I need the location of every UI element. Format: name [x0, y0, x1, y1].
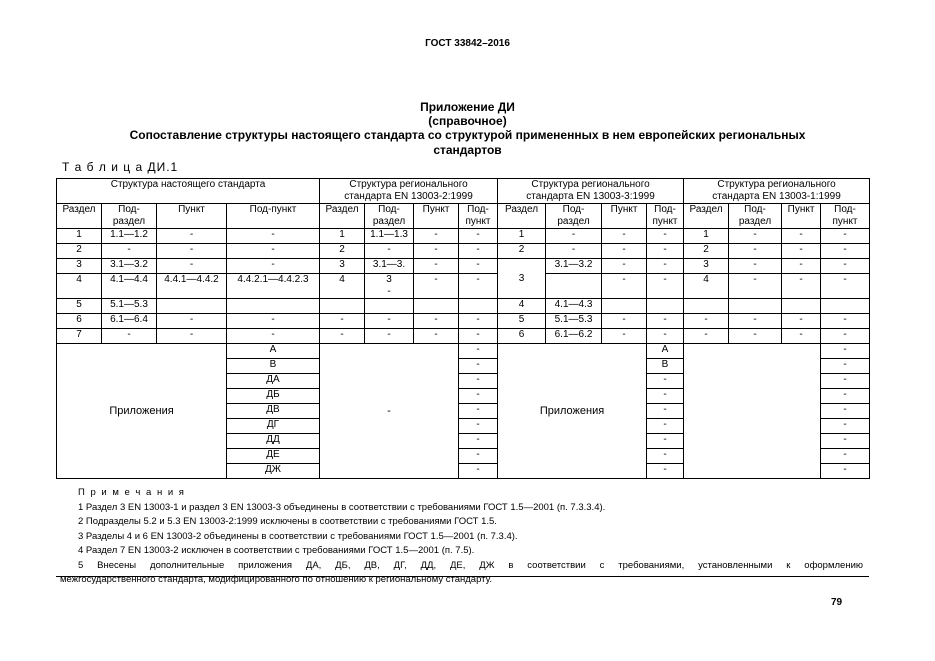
- table-cell: 2: [57, 244, 102, 259]
- appendix-letter: А: [227, 344, 320, 359]
- table-cell: -: [227, 259, 320, 274]
- title-line-2: стандартов: [433, 143, 502, 157]
- column-header: Раздел: [320, 204, 365, 229]
- appendix-empty: [684, 344, 821, 479]
- appendix-label-right: Приложения: [498, 344, 647, 479]
- table-cell: -: [821, 389, 870, 404]
- table-cell: -: [647, 274, 684, 299]
- note-3: 3 Разделы 4 и 6 EN 13003-2 объединены в соответствии с требованиями ГОСТ 1.5—2001 (п. 7.3.4).: [78, 530, 518, 542]
- table-cell: -: [729, 229, 782, 244]
- table-row: [57, 314, 870, 329]
- group-header-row: [57, 179, 870, 204]
- table-row: [57, 329, 870, 344]
- table-cell: -: [684, 314, 729, 329]
- table-cell: 5: [498, 314, 546, 329]
- table-cell: [459, 299, 498, 314]
- table-cell: 4.4.1—4.4.2: [157, 274, 227, 299]
- table-cell: -: [602, 329, 647, 344]
- appendix-title: Приложение ДИ: [420, 100, 515, 114]
- table-cell: -: [157, 329, 227, 344]
- table-cell: 5.1—5.3: [102, 299, 157, 314]
- table-cell: -: [414, 314, 459, 329]
- table-cell: 2: [320, 244, 365, 259]
- table-cell: -: [459, 374, 498, 389]
- notes-heading: П р и м е ч а н и я: [78, 487, 186, 498]
- comparison-table: [56, 178, 870, 479]
- note-4: 4 Раздел 7 EN 13003-2 исключен в соответствии с требованиями ГОСТ 1.5—2001 (п. 7.5).: [78, 545, 475, 556]
- table-cell: -: [102, 329, 157, 344]
- note-5-line-2: межгосударственного стандарта, модифицированного по отношению к региональному стандарту.: [60, 574, 493, 585]
- table-cell: -: [157, 244, 227, 259]
- table-cell: -: [459, 329, 498, 344]
- table-cell: -: [684, 329, 729, 344]
- table-cell: 2: [684, 244, 729, 259]
- table-cell: 4: [684, 274, 729, 299]
- appendix-dash-mid: -: [320, 344, 459, 479]
- group-header: Структура регионального стандарта EN 13003-1:1999: [684, 179, 870, 204]
- column-header: Пункт: [782, 204, 821, 229]
- table-caption: Т а б л и ц а ДИ.1: [62, 160, 179, 174]
- table-row: [57, 229, 870, 244]
- table-cell: 1: [684, 229, 729, 244]
- appendix-letter: ДЕ: [227, 449, 320, 464]
- appendix-letter: ДД: [227, 434, 320, 449]
- table-cell: 3.1—3.2: [546, 259, 602, 274]
- appendix-letter: ДБ: [227, 389, 320, 404]
- table-cell: -: [546, 244, 602, 259]
- table-cell: -: [729, 244, 782, 259]
- table-cell: -: [821, 344, 870, 359]
- table-cell: 3: [498, 259, 546, 299]
- column-header: Под- раздел: [365, 204, 414, 229]
- table-cell: -: [782, 329, 821, 344]
- table-cell: 4: [320, 274, 365, 299]
- column-header: Пункт: [157, 204, 227, 229]
- table-cell: -: [459, 464, 498, 479]
- table-cell: В: [647, 359, 684, 374]
- table-cell: -: [821, 244, 870, 259]
- table-cell: 3.1—3.2: [102, 259, 157, 274]
- table-cell: -: [459, 434, 498, 449]
- table-cell: -: [821, 419, 870, 434]
- table-cell: 1: [57, 229, 102, 244]
- table-cell: -: [227, 229, 320, 244]
- table-cell: 4.1—4.4: [102, 274, 157, 299]
- table-cell: -: [821, 359, 870, 374]
- table-row: [57, 244, 870, 259]
- table-cell: 5: [57, 299, 102, 314]
- table-cell: 7: [57, 329, 102, 344]
- table-cell: -: [647, 229, 684, 244]
- table-cell: 1: [498, 229, 546, 244]
- table-cell: -: [821, 229, 870, 244]
- document-header: ГОСТ 33842–2016: [425, 38, 510, 49]
- table-cell: 1: [320, 229, 365, 244]
- table-cell: -: [602, 314, 647, 329]
- appendix-row: [57, 344, 870, 359]
- table-cell: 3 -: [365, 274, 414, 299]
- group-header: Структура регионального стандарта EN 13003-3:1999: [498, 179, 684, 204]
- table-cell: 3: [684, 259, 729, 274]
- column-header: Раздел: [684, 204, 729, 229]
- table-row: [57, 299, 870, 314]
- table-cell: -: [459, 404, 498, 419]
- table-cell: -: [782, 314, 821, 329]
- table-cell: -: [414, 329, 459, 344]
- table-cell: -: [414, 274, 459, 299]
- table-cell: -: [602, 274, 647, 299]
- table-cell: [821, 299, 870, 314]
- table-cell: -: [546, 229, 602, 244]
- table-cell: -: [602, 244, 647, 259]
- column-header: Под- раздел: [729, 204, 782, 229]
- table-cell: -: [729, 259, 782, 274]
- table-cell: -: [459, 359, 498, 374]
- column-header: Под- пункт: [459, 204, 498, 229]
- table-cell: -: [729, 274, 782, 299]
- table-cell: -: [821, 314, 870, 329]
- column-header: Пункт: [414, 204, 459, 229]
- table-cell: -: [821, 374, 870, 389]
- table-cell: -: [414, 229, 459, 244]
- column-header-row: [57, 204, 870, 229]
- table-cell: -: [157, 259, 227, 274]
- table-cell: -: [729, 329, 782, 344]
- table-cell: [647, 299, 684, 314]
- table-cell: [414, 299, 459, 314]
- table-cell: -: [459, 419, 498, 434]
- table-cell: -: [647, 329, 684, 344]
- table-cell: А: [647, 344, 684, 359]
- table-cell: -: [602, 229, 647, 244]
- table-cell: -: [414, 259, 459, 274]
- table-cell: -: [821, 449, 870, 464]
- table-cell: -: [782, 274, 821, 299]
- table-cell: -: [320, 329, 365, 344]
- table-cell: -: [459, 259, 498, 274]
- page-number: 79: [831, 597, 843, 608]
- table-cell: -: [821, 434, 870, 449]
- table-cell: -: [227, 244, 320, 259]
- table-cell: -: [647, 449, 684, 464]
- table-cell: -: [227, 314, 320, 329]
- group-header: Структура регионального стандарта EN 13003-2:1999: [320, 179, 498, 204]
- table-cell: -: [647, 419, 684, 434]
- table-cell: -: [227, 329, 320, 344]
- table-cell: [365, 299, 414, 314]
- table-cell: -: [459, 274, 498, 299]
- note-1: 1 Раздел 3 EN 13003-1 и раздел 3 EN 13003-3 объединены в соответствии с требованиями ГОСТ 1.5—2001 (п. 7.3.3.4).: [78, 501, 606, 513]
- table-cell: 2: [498, 244, 546, 259]
- table-cell: -: [821, 274, 870, 299]
- table-cell: 6.1—6.2: [546, 329, 602, 344]
- table-cell: -: [647, 434, 684, 449]
- table-cell: -: [602, 259, 647, 274]
- table-cell: -: [821, 404, 870, 419]
- table-cell: 6.1—6.4: [102, 314, 157, 329]
- group-header: Структура настоящего стандарта: [57, 179, 320, 204]
- table-cell: 1.1—1.2: [102, 229, 157, 244]
- table-cell: -: [365, 314, 414, 329]
- table-cell: -: [647, 404, 684, 419]
- table-cell: -: [459, 389, 498, 404]
- table-cell: -: [729, 314, 782, 329]
- table-cell: [227, 299, 320, 314]
- title-line-1: Сопоставление структуры настоящего стандарта со структурой примененных в нем европейских региональных: [129, 128, 806, 142]
- table-cell: -: [459, 314, 498, 329]
- table-row: [57, 259, 870, 274]
- note-5-line-1: 5 Внесены дополнительные приложения ДА, ДБ, ДВ, ДГ, ДД, ДЕ, ДЖ в соответствии с требованиями, установленными к оформлению: [78, 559, 863, 571]
- notes-block: [56, 486, 869, 585]
- column-header: Под- раздел: [102, 204, 157, 229]
- table-cell: -: [157, 229, 227, 244]
- table-cell: 3: [57, 259, 102, 274]
- table-cell: -: [365, 244, 414, 259]
- appendix-letter: ДВ: [227, 404, 320, 419]
- column-header: Пункт: [602, 204, 647, 229]
- table-cell: [602, 299, 647, 314]
- appendix-letter: ДГ: [227, 419, 320, 434]
- table-cell: -: [102, 244, 157, 259]
- table-cell: -: [647, 314, 684, 329]
- table-cell: -: [414, 244, 459, 259]
- table-cell: 4.4.2.1—4.4.2.3: [227, 274, 320, 299]
- table-cell: -: [647, 374, 684, 389]
- table-cell: -: [459, 229, 498, 244]
- table-cell: 3.1—3.: [365, 259, 414, 274]
- table-cell: [684, 299, 729, 314]
- appendix-letter: ДЖ: [227, 464, 320, 479]
- appendix-heading: [0, 100, 935, 128]
- table-cell: 1.1—1.3: [365, 229, 414, 244]
- table-cell: [782, 299, 821, 314]
- table-cell: 6: [57, 314, 102, 329]
- table-cell: -: [821, 329, 870, 344]
- table-cell: -: [459, 344, 498, 359]
- table-cell: -: [459, 244, 498, 259]
- table-cell: -: [647, 464, 684, 479]
- table-cell: -: [365, 329, 414, 344]
- table-cell: -: [782, 259, 821, 274]
- table-cell: [157, 299, 227, 314]
- column-header: Под-пункт: [227, 204, 320, 229]
- table-row: [57, 274, 870, 299]
- table-cell: -: [821, 464, 870, 479]
- table-cell: -: [782, 229, 821, 244]
- appendix-letter: В: [227, 359, 320, 374]
- table-cell: -: [459, 449, 498, 464]
- table-cell: -: [157, 314, 227, 329]
- table-cell: [546, 274, 602, 299]
- table-title: [60, 128, 875, 158]
- column-header: Под- пункт: [821, 204, 870, 229]
- table-cell: 3: [320, 259, 365, 274]
- column-header: Раздел: [498, 204, 546, 229]
- column-header: Под- раздел: [546, 204, 602, 229]
- table-cell: 4.1—4.3: [546, 299, 602, 314]
- appendix-label-left: Приложения: [57, 344, 227, 479]
- table-cell: -: [782, 244, 821, 259]
- note-2: 2 Подразделы 5.2 и 5.3 EN 13003-2:1999 исключены в соответствии с требованиями ГОСТ 1.5.: [78, 516, 497, 527]
- table-cell: [320, 299, 365, 314]
- table-cell: -: [320, 314, 365, 329]
- table-cell: [729, 299, 782, 314]
- table-cell: -: [647, 389, 684, 404]
- table-cell: 6: [498, 329, 546, 344]
- table-cell: 4: [498, 299, 546, 314]
- column-header: Раздел: [57, 204, 102, 229]
- table-cell: 5.1—5.3: [546, 314, 602, 329]
- table-cell: 4: [57, 274, 102, 299]
- table-cell: -: [821, 259, 870, 274]
- appendix-letter: ДА: [227, 374, 320, 389]
- table-cell: -: [647, 244, 684, 259]
- appendix-note: (справочное): [428, 114, 507, 128]
- table-cell: -: [647, 259, 684, 274]
- column-header: Под- пункт: [647, 204, 684, 229]
